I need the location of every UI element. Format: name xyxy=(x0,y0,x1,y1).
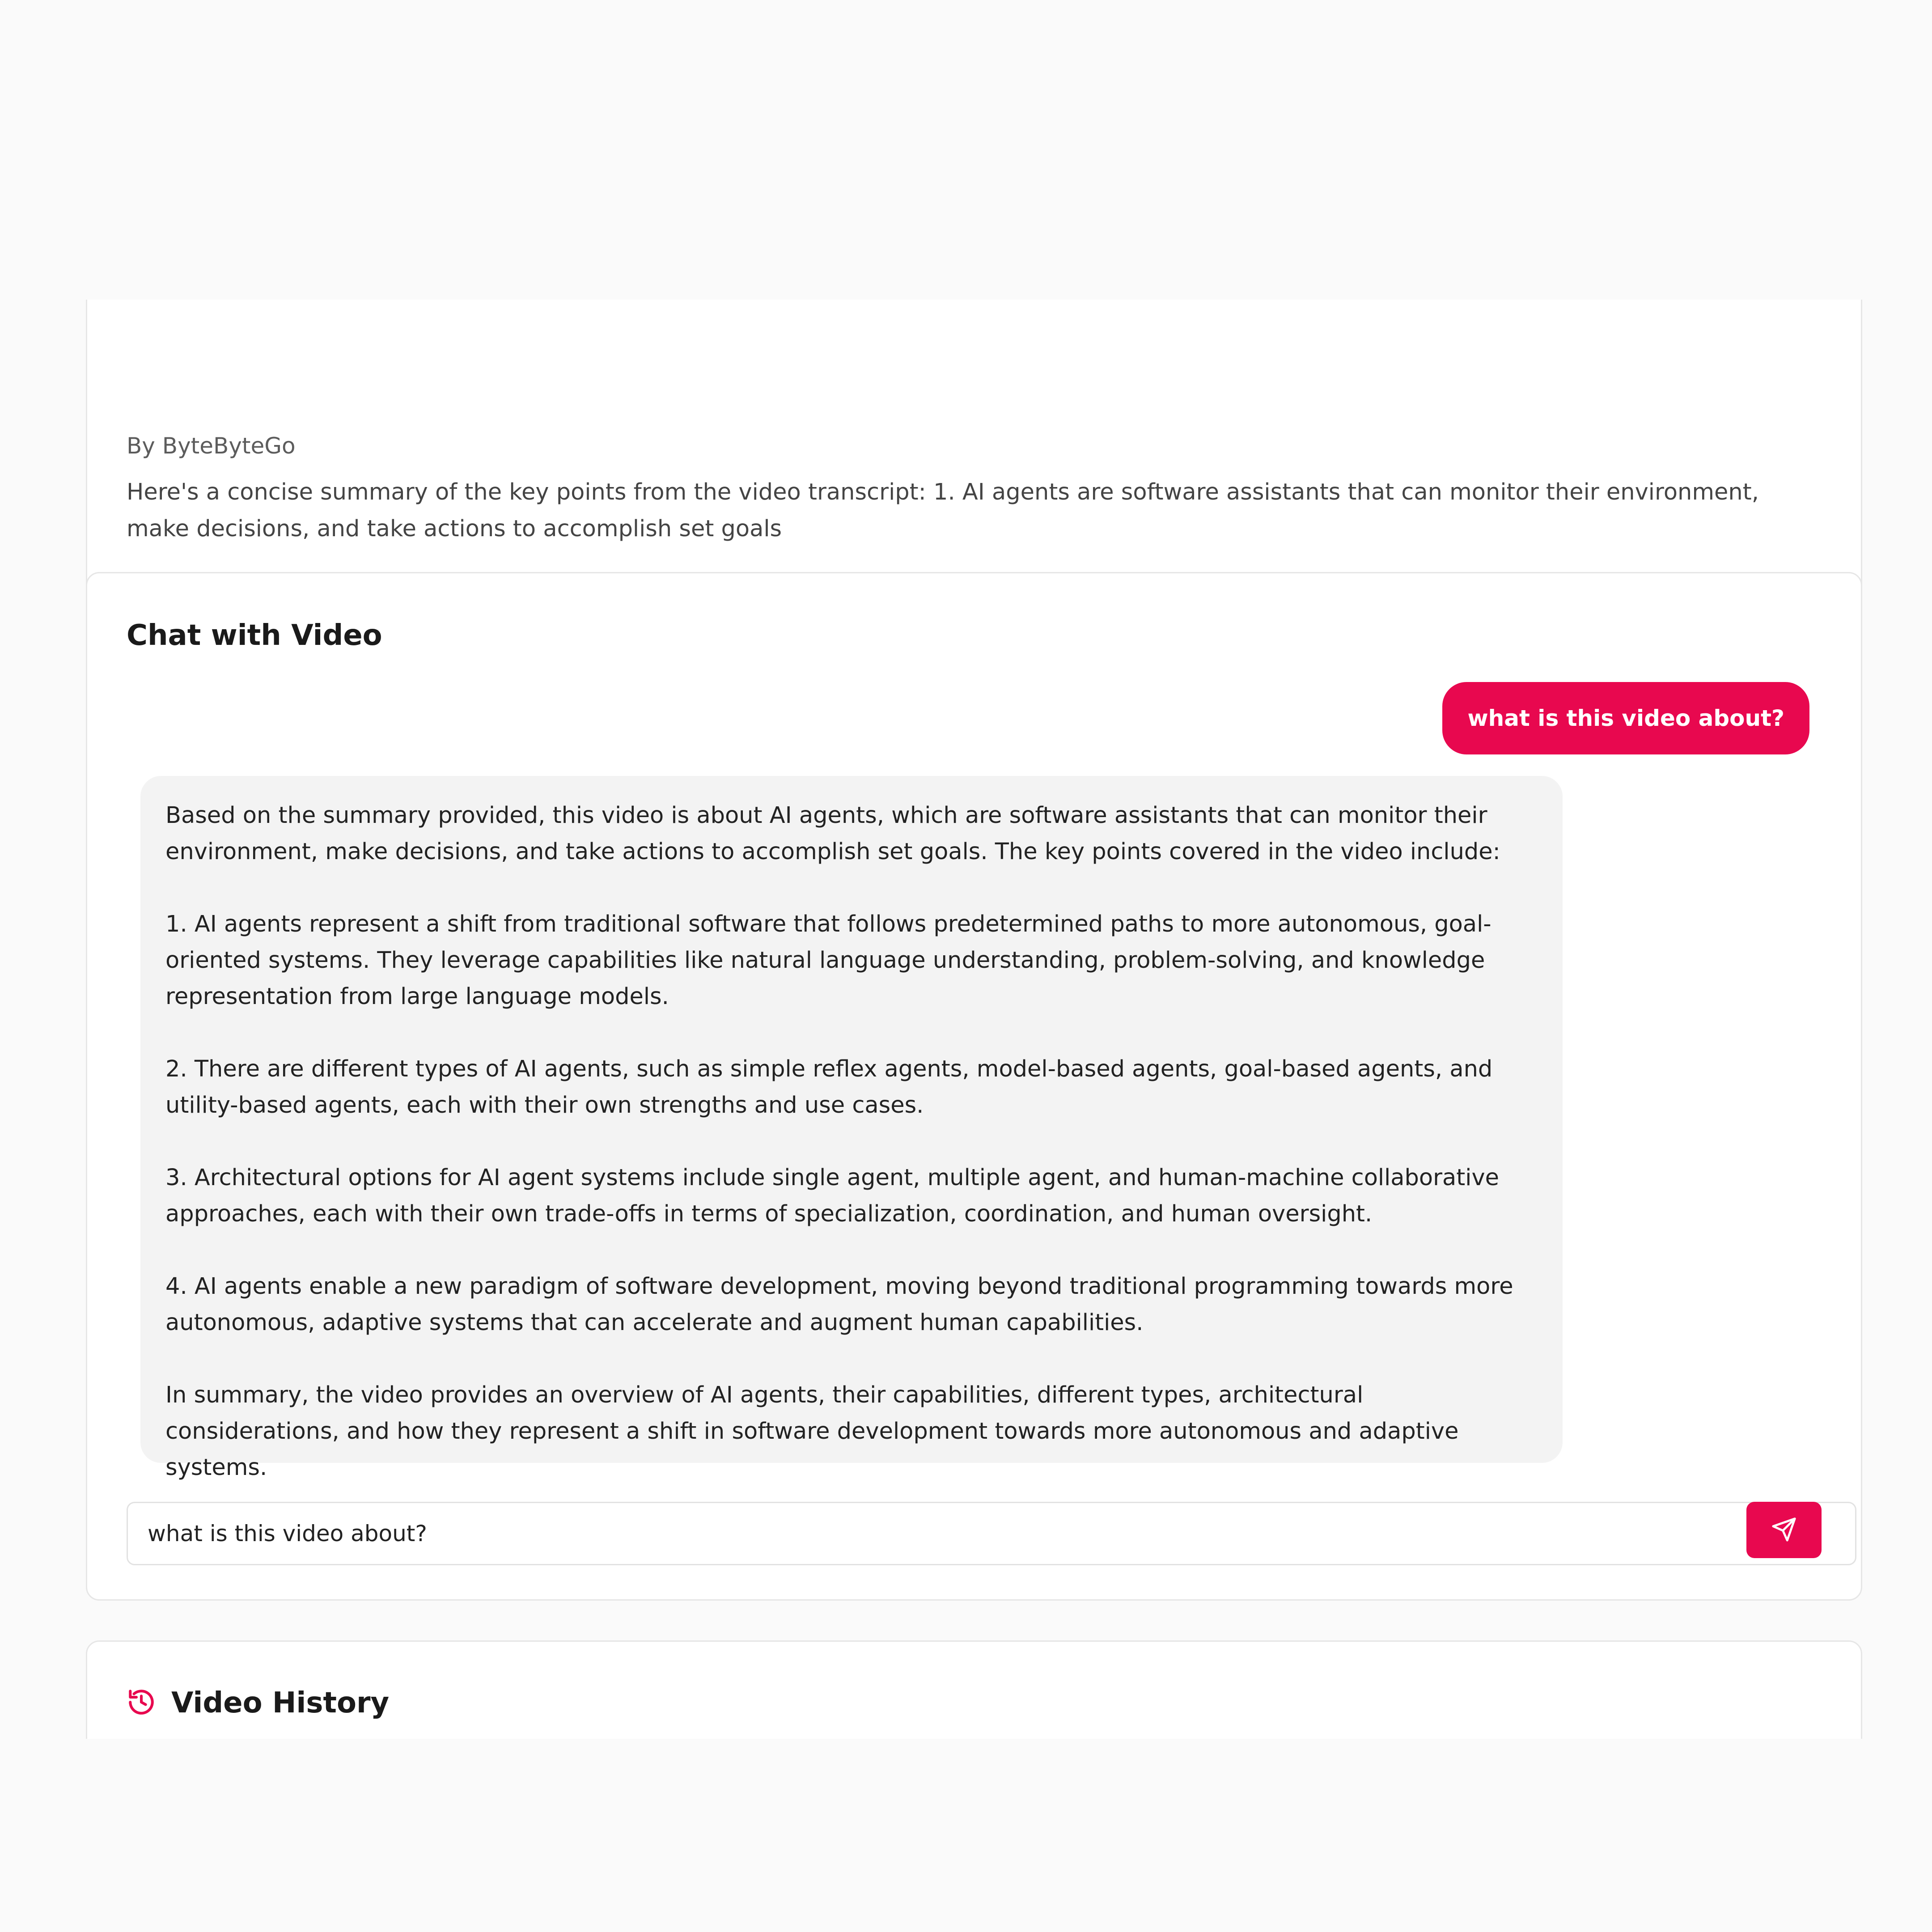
chat-with-video-card xyxy=(86,572,1862,1601)
assistant-paragraph: 1. AI agents represent a shift from traditional software that follows predetermined paths to more autonomous, goal-oriented systems. They leverage capabilities like natural language understanding, problem-solving, and knowledge representation from large language models. xyxy=(165,911,1491,1010)
page-viewport xyxy=(0,300,1932,1739)
video-history-header xyxy=(127,1686,389,1720)
chat-title: Chat with Video xyxy=(127,619,382,652)
assistant-paragraph: 3. Architectural options for AI agent systems include single agent, multiple agent, and human-machine collaborative approaches, each with their own trade-offs in terms of specialization, coordination, and human oversight. xyxy=(165,1165,1500,1227)
chat-input[interactable] xyxy=(127,1502,1856,1565)
video-author: By ByteByteGo xyxy=(127,433,296,459)
assistant-paragraph: Based on the summary provided, this video is about AI agents, which are software assistants that can monitor their environment, make decisions, and take actions to accomplish set goals. The key points covered in the video include: xyxy=(165,802,1500,865)
user-message-text: what is this video about? xyxy=(1467,705,1784,731)
assistant-paragraph: In summary, the video provides an overview of AI agents, their capabilities, different types, architectural considerations, and how they represent a shift in software development towards more autonomous and adaptive systems. xyxy=(165,1382,1459,1481)
assistant-paragraph: 4. AI agents enable a new paradigm of software development, moving beyond traditional programming towards more autonomous, adaptive systems that can accelerate and augment human capabilities. xyxy=(165,1273,1513,1336)
video-history-card xyxy=(86,1640,1862,1739)
assistant-message-bubble xyxy=(140,776,1563,1481)
assistant-paragraph: 2. There are different types of AI agents, such as simple reflex agents, model-based agents, goal-based agents, and utility-based agents, each with their own strengths and use cases. xyxy=(165,1056,1493,1119)
send-icon xyxy=(1771,1517,1797,1544)
user-message-bubble xyxy=(1442,682,1809,754)
summary-text: Here's a concise summary of the key points from the video transcript: 1. AI agents are software assistants that can monitor their environment, make decisions, and take actions to accomplish set goals xyxy=(127,479,1759,542)
send-button[interactable] xyxy=(1746,1502,1822,1558)
history-icon xyxy=(127,1687,156,1719)
video-history-title: Video History xyxy=(171,1686,390,1720)
